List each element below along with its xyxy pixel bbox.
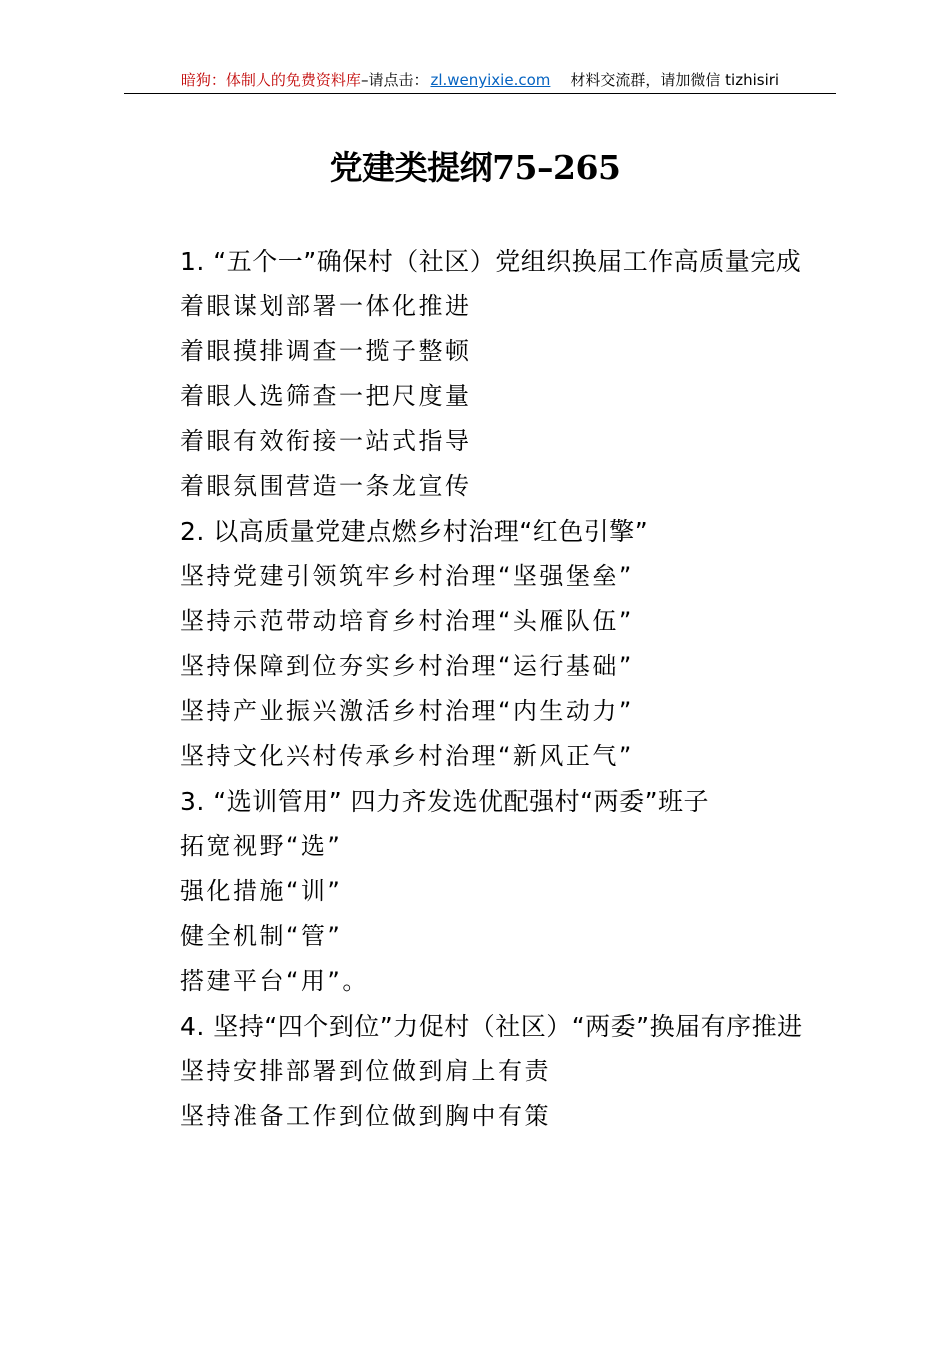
header-link[interactable]: zl.wenyixie.com: [430, 71, 551, 89]
section-4-heading: 4. 坚持“四个到位”力促村（社区）“两委”换届有序推进: [180, 1012, 803, 1041]
outline-content: [126, 239, 838, 1139]
section-1-item-5: 着眼氛围营造一条龙宣传: [180, 472, 472, 500]
section-2-heading: 2. 以高质量党建点燃乡村治理“红色引擎”: [180, 517, 649, 546]
section-3-item-1: 拓宽视野“选”: [180, 832, 343, 860]
section-2-item-1: 坚持党建引领筑牢乡村治理“坚强堡垒”: [180, 562, 634, 590]
section-1-item-2: 着眼摸排调查一揽子整顿: [180, 337, 472, 365]
header-click-prompt: –请点击：: [360, 71, 429, 89]
section-2-item-5: 坚持文化兴村传承乡村治理“新风正气”: [180, 742, 634, 770]
section-3-item-2: 强化措施“训”: [180, 877, 343, 905]
page-header: [124, 66, 836, 94]
section-1-item-3: 着眼人选筛查一把尺度量: [180, 382, 472, 410]
section-3-item-4: 搭建平台“用”。: [180, 967, 369, 995]
document-title: 党建类提纲75–265: [329, 148, 621, 187]
section-4-item-1: 坚持安排部署到位做到肩上有责: [180, 1057, 551, 1085]
header-group-note: 材料交流群，请加微信 tizhisiri: [570, 71, 780, 89]
section-1-heading: 1. “五个一”确保村（社区）党组织换届工作高质量完成: [180, 247, 802, 276]
section-2-item-2: 坚持示范带动培育乡村治理“头雁队伍”: [180, 607, 634, 635]
section-1-item-1: 着眼谋划部署一体化推进: [180, 292, 472, 320]
section-3-item-3: 健全机制“管”: [180, 922, 343, 950]
section-3-heading: 3. “选训管用” 四力齐发选优配强村“两委”班子: [180, 787, 710, 816]
section-2-item-3: 坚持保障到位夯实乡村治理“运行基础”: [180, 652, 634, 680]
section-4-item-2: 坚持准备工作到位做到胸中有策: [180, 1102, 551, 1130]
section-2-item-4: 坚持产业振兴激活乡村治理“内生动力”: [180, 697, 634, 725]
header-brand: 暗狗：体制人的免费资料库: [180, 71, 361, 89]
section-1-item-4: 着眼有效衔接一站式指导: [180, 427, 472, 455]
